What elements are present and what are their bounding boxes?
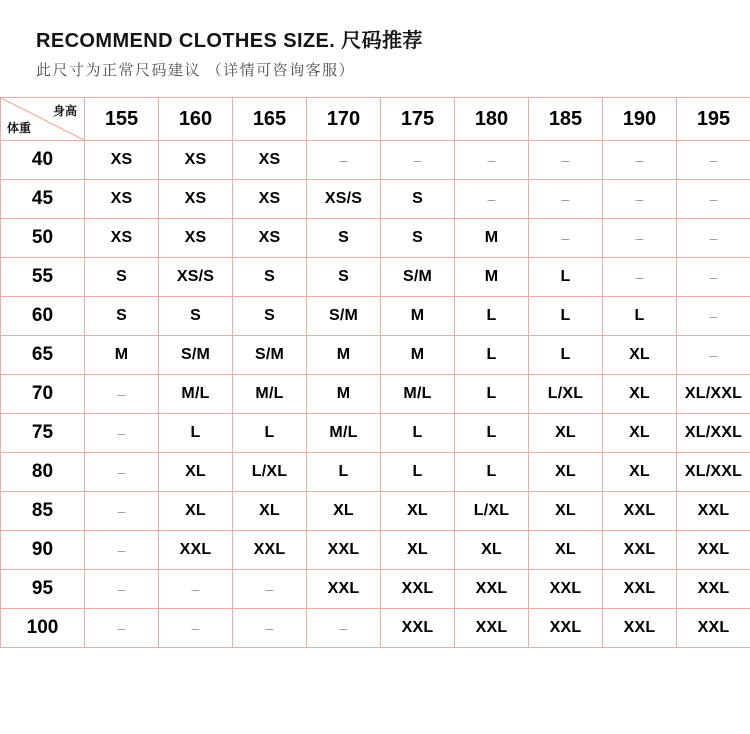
size-cell: XL <box>159 492 233 531</box>
size-cell: XS <box>233 141 307 180</box>
weight-cell: 65 <box>1 336 85 375</box>
size-cell: L <box>455 453 529 492</box>
empty-cell: – <box>159 609 233 648</box>
table-row <box>1 492 750 531</box>
size-cell: S <box>233 258 307 297</box>
size-cell: M <box>455 258 529 297</box>
empty-cell: – <box>381 141 455 180</box>
weight-cell: 85 <box>1 492 85 531</box>
empty-cell: – <box>85 492 159 531</box>
size-cell: XXL <box>455 609 529 648</box>
size-cell: S <box>85 258 159 297</box>
size-cell: XL <box>159 453 233 492</box>
weight-cell: 90 <box>1 531 85 570</box>
corner-height-label: 身高 <box>52 104 77 118</box>
weight-cell: 55 <box>1 258 85 297</box>
size-cell: L <box>307 453 381 492</box>
empty-cell: – <box>603 219 677 258</box>
size-cell: XS/S <box>159 258 233 297</box>
empty-cell: – <box>455 180 529 219</box>
size-cell: XL <box>233 492 307 531</box>
weight-cell: 80 <box>1 453 85 492</box>
size-cell: L <box>455 297 529 336</box>
size-cell: XXL <box>603 531 677 570</box>
table-row <box>1 336 750 375</box>
size-cell: XL/XXL <box>677 414 750 453</box>
table-row <box>1 258 750 297</box>
weight-cell: 40 <box>1 141 85 180</box>
size-cell: L <box>381 414 455 453</box>
size-cell: M/L <box>381 375 455 414</box>
size-cell: S <box>159 297 233 336</box>
height-header-cell: 170 <box>307 98 381 141</box>
size-cell: XL/XXL <box>677 375 750 414</box>
size-cell: XS <box>85 219 159 258</box>
size-cell: XXL <box>677 570 750 609</box>
table-row <box>1 531 750 570</box>
empty-cell: – <box>529 141 603 180</box>
size-cell: S/M <box>307 297 381 336</box>
size-cell: S/M <box>233 336 307 375</box>
table-row <box>1 219 750 258</box>
size-cell: L <box>603 297 677 336</box>
height-header-cell: 190 <box>603 98 677 141</box>
size-cell: M <box>381 297 455 336</box>
size-cell: XXL <box>603 609 677 648</box>
size-cell: L <box>233 414 307 453</box>
size-cell: L <box>455 336 529 375</box>
size-cell: XXL <box>307 570 381 609</box>
size-cell: L/XL <box>529 375 603 414</box>
corner-cell <box>1 98 85 141</box>
empty-cell: – <box>677 258 750 297</box>
size-cell: XXL <box>159 531 233 570</box>
empty-cell: – <box>307 141 381 180</box>
size-cell: L <box>529 258 603 297</box>
table-row <box>1 375 750 414</box>
empty-cell: – <box>603 141 677 180</box>
size-cell: XXL <box>603 492 677 531</box>
empty-cell: – <box>233 570 307 609</box>
size-cell: XXL <box>455 570 529 609</box>
size-cell: L/XL <box>233 453 307 492</box>
table-row <box>1 609 750 648</box>
size-cell: L <box>159 414 233 453</box>
size-cell: L/XL <box>455 492 529 531</box>
size-cell: M <box>85 336 159 375</box>
empty-cell: – <box>529 180 603 219</box>
size-cell: XS <box>159 219 233 258</box>
size-cell: XL <box>529 492 603 531</box>
size-cell: XS <box>159 180 233 219</box>
table-body <box>1 141 750 648</box>
size-cell: S <box>381 219 455 258</box>
size-cell: XL <box>603 414 677 453</box>
page-subtitle: 此尺寸为正常尺码建议 （详情可咨询客服） <box>36 62 356 79</box>
weight-cell: 60 <box>1 297 85 336</box>
size-cell: M <box>307 375 381 414</box>
height-header-cell: 160 <box>159 98 233 141</box>
height-header-cell: 155 <box>85 98 159 141</box>
size-cell: M <box>381 336 455 375</box>
empty-cell: – <box>307 609 381 648</box>
size-cell: XXL <box>381 570 455 609</box>
weight-cell: 95 <box>1 570 85 609</box>
empty-cell: – <box>85 570 159 609</box>
weight-cell: 100 <box>1 609 85 648</box>
size-cell: XXL <box>529 609 603 648</box>
size-cell: XS/S <box>307 180 381 219</box>
table-row <box>1 570 750 609</box>
size-cell: L <box>381 453 455 492</box>
empty-cell: – <box>677 336 750 375</box>
size-cell: XXL <box>677 609 750 648</box>
size-cell: M/L <box>159 375 233 414</box>
size-cell: XL/XXL <box>677 453 750 492</box>
size-cell: S <box>307 258 381 297</box>
size-cell: XXL <box>307 531 381 570</box>
page-title: RECOMMEND CLOTHES SIZE. 尺码推荐 <box>36 30 423 52</box>
empty-cell: – <box>233 609 307 648</box>
height-header-cell: 195 <box>677 98 750 141</box>
height-header-cell: 165 <box>233 98 307 141</box>
table-row <box>1 180 750 219</box>
table-row <box>1 297 750 336</box>
size-cell: XXL <box>233 531 307 570</box>
size-cell: XXL <box>677 492 750 531</box>
empty-cell: – <box>85 453 159 492</box>
weight-cell: 70 <box>1 375 85 414</box>
empty-cell: – <box>677 180 750 219</box>
empty-cell: – <box>677 141 750 180</box>
size-cell: M <box>455 219 529 258</box>
height-header-cell: 180 <box>455 98 529 141</box>
size-cell: M/L <box>233 375 307 414</box>
size-cell: XS <box>233 180 307 219</box>
empty-cell: – <box>529 219 603 258</box>
size-table <box>0 97 750 648</box>
empty-cell: – <box>85 531 159 570</box>
size-cell: S <box>85 297 159 336</box>
table-row <box>1 141 750 180</box>
empty-cell: – <box>159 570 233 609</box>
size-cell: XXL <box>381 609 455 648</box>
table-row <box>1 414 750 453</box>
size-cell: M <box>307 336 381 375</box>
weight-cell: 75 <box>1 414 85 453</box>
size-cell: L <box>455 375 529 414</box>
size-cell: L <box>529 297 603 336</box>
header-row <box>1 98 750 141</box>
size-cell: L <box>529 336 603 375</box>
size-cell: S/M <box>381 258 455 297</box>
size-cell: XXL <box>677 531 750 570</box>
size-cell: XL <box>381 492 455 531</box>
size-cell: S/M <box>159 336 233 375</box>
size-cell: XXL <box>529 570 603 609</box>
size-cell: M/L <box>307 414 381 453</box>
size-cell: XL <box>603 375 677 414</box>
size-cell: XL <box>603 336 677 375</box>
size-cell: S <box>307 219 381 258</box>
size-cell: XL <box>455 531 529 570</box>
empty-cell: – <box>455 141 529 180</box>
empty-cell: – <box>603 180 677 219</box>
size-cell: XS <box>233 219 307 258</box>
empty-cell: – <box>677 297 750 336</box>
weight-cell: 45 <box>1 180 85 219</box>
height-header-cell: 175 <box>381 98 455 141</box>
empty-cell: – <box>85 609 159 648</box>
empty-cell: – <box>677 219 750 258</box>
weight-cell: 50 <box>1 219 85 258</box>
size-cell: L <box>455 414 529 453</box>
size-cell: XL <box>529 531 603 570</box>
size-cell: XL <box>603 453 677 492</box>
size-cell: XXL <box>603 570 677 609</box>
height-header-cell: 185 <box>529 98 603 141</box>
size-cell: XL <box>307 492 381 531</box>
size-cell: XL <box>529 453 603 492</box>
size-cell: S <box>233 297 307 336</box>
empty-cell: – <box>603 258 677 297</box>
empty-cell: – <box>85 414 159 453</box>
size-cell: S <box>381 180 455 219</box>
size-cell: XL <box>381 531 455 570</box>
size-cell: XS <box>85 141 159 180</box>
empty-cell: – <box>85 375 159 414</box>
size-cell: XL <box>529 414 603 453</box>
table-row <box>1 453 750 492</box>
corner-weight-label: 体重 <box>7 121 32 135</box>
size-cell: XS <box>85 180 159 219</box>
size-cell: XS <box>159 141 233 180</box>
